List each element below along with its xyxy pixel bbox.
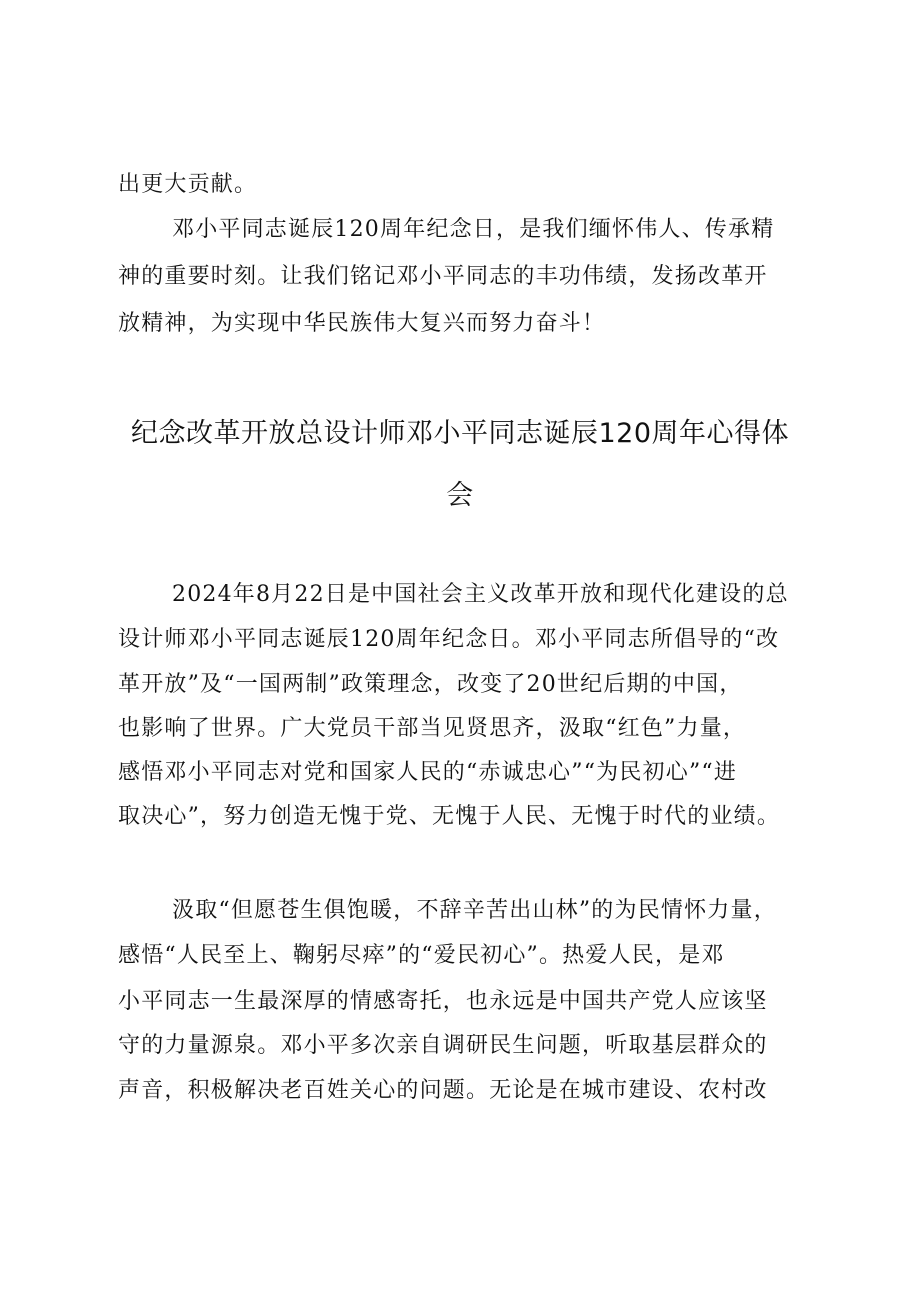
closing-paragraph-line: 放精神，为实现中华民族伟大复兴而努力奋斗！ [118, 311, 606, 336]
paragraph-2-line: 感悟“人民至上、鞠躬尽瘁”的“爱民初心”。热爱人民，是邓 [118, 943, 725, 968]
paragraph-1-line: 设计师邓小平同志诞辰120周年纪念日。邓小平同志所倡导的“改 [118, 627, 780, 652]
paragraph-2-line: 小平同志一生最深厚的情感寄托，也永远是中国共产党人应该坚 [118, 989, 768, 1014]
paragraph-1-line: 革开放”及“一国两制”政策理念，改变了20世纪后期的中国， [118, 672, 743, 697]
closing-paragraph-line: 邓小平同志诞辰120周年纪念日，是我们缅怀伟人、传承精 [172, 217, 775, 242]
paragraph-2-line: 声音，积极解决老百姓关心的问题。无论是在城市建设、农村改 [118, 1078, 768, 1103]
paragraph-2-line: 汲取“但愿苍生俱饱暖，不辞辛苦出山林”的为民情怀力量， [172, 898, 777, 923]
closing-paragraph-line: 神的重要时刻。让我们铭记邓小平同志的丰功伟绩，发扬改革开 [118, 264, 768, 289]
paragraph-2-line: 守的力量源泉。邓小平多次亲自调研民生问题，听取基层群众的 [118, 1033, 768, 1058]
paragraph-1-line: 2024年8月22日是中国社会主义改革开放和现代化建设的总 [172, 582, 789, 607]
article-title-line: 会 [446, 480, 474, 511]
paragraph-1-line: 取决心”，努力创造无愧于党、无愧于人民、无愧于时代的业绩。 [118, 804, 781, 829]
paragraph-1-line: 也影响了世界。广大党员干部当见贤思齐，汲取“红色”力量， [118, 716, 747, 741]
article-title-line: 纪念改革开放总设计师邓小平同志诞辰120周年心得体 [130, 418, 790, 449]
paragraph-1-line: 感悟邓小平同志对党和国家人民的“赤诚忠心”“为民初心”“进 [118, 760, 738, 785]
intro-fragment-line: 出更大贡献。 [118, 172, 258, 197]
